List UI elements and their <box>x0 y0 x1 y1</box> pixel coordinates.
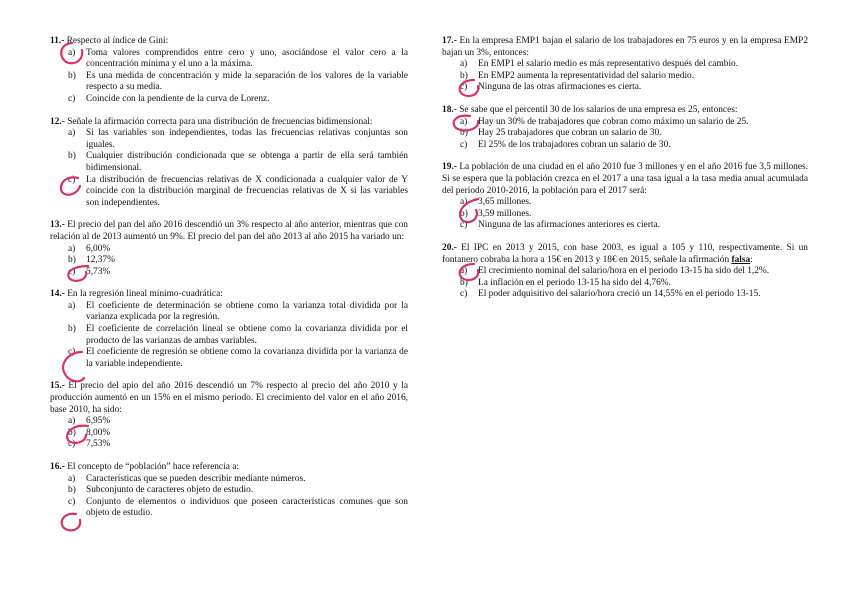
emphasis-word: falsa <box>731 254 751 265</box>
question-text: El precio del apio del año 2016 descendió un 7% respecto al precio del año 2010 y la producción aumentó en un 15% en el mismo periodo. El crecimiento del valor en el año 2016, base 2010, ha sido: <box>50 381 409 415</box>
option-a[interactable] <box>442 117 808 129</box>
question-stem <box>442 243 808 266</box>
question-text: El concepto de “población” hace referencia a: <box>67 462 239 472</box>
option-text: El 25% de los trabajadores cobran un salario de 30. <box>478 139 671 150</box>
option-text: 3,59 millones. <box>478 208 532 219</box>
option-b[interactable] <box>442 128 808 140</box>
option-list <box>50 244 408 279</box>
option-text: La inflación en el periodo 13-15 ha sido del 4,76%. <box>478 277 671 288</box>
option-letter: a) <box>68 473 76 484</box>
option-letter: c) <box>68 266 76 277</box>
option-c[interactable] <box>50 94 408 106</box>
option-c[interactable] <box>442 82 808 94</box>
option-text: Subconjunto de caracteres objeto de estudio. <box>86 485 254 496</box>
question-text: En la empresa EMP1 bajan el salario de los trabajadores en 75 euros y en la empresa EMP2 bajan un 3%, entonces: <box>442 36 809 58</box>
option-a[interactable] <box>50 244 408 256</box>
option-b[interactable] <box>442 71 808 83</box>
question-number: 17.- <box>442 36 457 46</box>
option-text: El coeficiente de determinación se obtiene como la varianza total dividida por la varianza explicada por la regresión. <box>86 300 408 323</box>
option-a[interactable] <box>50 416 408 428</box>
option-a[interactable] <box>442 197 808 209</box>
option-text: Es una medida de concentración y mide la separación de los valores de la variable respecto a su media. <box>86 70 408 93</box>
option-letter: c) <box>68 439 76 450</box>
option-letter: c) <box>68 347 76 358</box>
question-text: El IPC en 2013 y 2015, con base 2003, es igual a 105 y 110, respectivamente. Si un fontanero cobraba la hora a 15€ en 2013 y 18€ en 2015, señale la afirmación <box>442 242 808 265</box>
option-letter: c) <box>460 82 468 93</box>
option-c[interactable] <box>442 220 808 232</box>
option-c[interactable] <box>50 175 408 210</box>
option-letter: a) <box>68 47 76 58</box>
option-text: Si las variables son independientes, todas las frecuencias relativas conjuntas son iguales. <box>86 128 408 150</box>
question-13 <box>50 220 408 278</box>
option-a[interactable] <box>442 266 808 278</box>
option-list <box>442 117 808 152</box>
question-12 <box>50 117 408 210</box>
question-stem <box>50 462 408 474</box>
question-16 <box>50 462 408 520</box>
option-letter: c) <box>460 220 468 231</box>
option-letter: b) <box>460 208 468 219</box>
question-text-end: : <box>750 254 753 265</box>
question-20 <box>442 243 808 301</box>
option-letter: a) <box>68 128 76 139</box>
option-letter: c) <box>460 139 468 150</box>
option-list <box>442 266 808 301</box>
option-text: La distribución de frecuencias relativas de X condicionada a cualquier valor de Y coincide con la distribución marginal de frecuencias relativas de X si las variables son independientes. <box>86 174 408 208</box>
option-c[interactable] <box>50 347 408 370</box>
option-c[interactable] <box>50 267 408 279</box>
option-letter: a) <box>68 243 76 254</box>
question-19 <box>442 162 808 232</box>
option-a[interactable] <box>442 59 808 71</box>
option-list <box>50 474 408 520</box>
option-letter: b) <box>460 128 468 139</box>
question-15 <box>50 381 408 451</box>
option-text: 3,65 millones. <box>478 197 532 208</box>
option-letter: b) <box>460 70 468 81</box>
option-letter: a) <box>460 116 468 127</box>
question-text: El precio del pan del año 2016 descendió un 3% respecto al año anterior, mientras que con relación al de 2013 aumentó un 9%. El precio del pan del año 2013 al año 2015 ha variado un: <box>50 220 408 242</box>
question-11 <box>50 36 408 106</box>
question-text: La población de una ciudad en el año 2010 fue 3 millones y en el año 2016 fue 3,5 millones. Si se espera que la población crezca en el 2017 a una tasa igual a la tasa media anual acumulada del periodo 2010-2016, la población para el 2017 será: <box>442 162 809 196</box>
option-b[interactable] <box>442 209 808 221</box>
option-text: Toma valores comprendidos entre cero y uno, asociándose el valor cero a la concentración mínima y el uno a la máxima. <box>86 47 408 70</box>
option-text: El coeficiente de regresión se obtiene como la covarianza dividida por la varianza de la variable independiente. <box>86 347 408 369</box>
option-text: El coeficiente de correlación lineal se obtiene como la covarianza dividida por el producto de las varianzas de ambas variables. <box>86 324 408 346</box>
option-list <box>50 128 408 209</box>
option-list <box>50 48 408 106</box>
question-text: En la regresión lineal mínimo-cuadrática: <box>67 289 223 300</box>
option-letter: c) <box>68 496 76 507</box>
option-text: En EMP2 aumenta la representatividad del salario medio. <box>478 70 695 81</box>
option-b[interactable] <box>50 324 408 347</box>
question-text: Respecto al índice de Gini: <box>66 36 169 46</box>
option-text: 5,73% <box>86 266 111 277</box>
option-text: Coincide con la pendiente de la curva de Lorenz. <box>86 93 270 104</box>
option-text: Cualquier distribución condicionada que se obtenga a partir de ella será también bidimensional. <box>86 151 408 173</box>
option-b[interactable] <box>50 151 408 174</box>
option-letter: b) <box>68 151 76 162</box>
question-stem <box>442 36 808 59</box>
option-letter: c) <box>68 93 76 104</box>
option-letter: c) <box>460 289 468 300</box>
option-letter: a) <box>460 59 468 70</box>
option-text: Ninguna de las otras afirmaciones es cierta. <box>478 82 642 93</box>
option-text: 8,00% <box>86 427 111 438</box>
option-list <box>50 416 408 451</box>
question-stem <box>50 381 408 416</box>
option-c[interactable] <box>442 289 808 301</box>
option-a[interactable] <box>50 48 408 71</box>
question-stem <box>50 117 408 129</box>
question-number: 18.- <box>442 104 457 115</box>
option-text: Conjunto de elementos o individuos que poseen características comunes que son objeto de estudio. <box>86 496 408 519</box>
question-stem <box>442 162 808 197</box>
question-stem <box>50 220 408 243</box>
option-letter: b) <box>460 277 468 288</box>
option-text: Características que se pueden describir mediante números. <box>86 473 306 484</box>
option-b[interactable] <box>50 255 408 267</box>
option-letter: a) <box>68 300 76 311</box>
option-letter: a) <box>460 197 468 208</box>
option-text: 6,00% <box>86 243 111 254</box>
option-letter: a) <box>68 416 76 427</box>
question-18 <box>442 105 808 151</box>
question-14 <box>50 289 408 370</box>
option-text: En EMP1 el salario medio es más representativo después del cambio. <box>478 59 739 70</box>
option-c[interactable] <box>50 497 408 520</box>
option-text: El crecimiento nominal del salario/hora en el periodo 13-15 ha sido del 1,2%. <box>478 266 770 277</box>
option-a[interactable] <box>50 128 408 151</box>
option-c[interactable] <box>442 140 808 152</box>
option-b[interactable] <box>50 485 408 497</box>
right-column <box>442 36 808 312</box>
option-a[interactable] <box>50 301 408 324</box>
question-number: 14.- <box>50 289 65 300</box>
question-stem <box>50 36 408 48</box>
question-17 <box>442 36 808 94</box>
option-letter: b) <box>68 427 76 438</box>
option-text: El poder adquisitivo del salario/hora creció un 14,55% en el periodo 13-15. <box>478 289 761 300</box>
option-b[interactable] <box>442 278 808 290</box>
question-text: Señale la afirmación correcta para una distribución de frecuencias bidimensional: <box>67 116 373 127</box>
option-text: Hay 25 trabajadores que cobran un salario de 30. <box>478 128 662 139</box>
option-text: 7,53% <box>86 439 111 450</box>
option-letter: a) <box>460 266 468 277</box>
option-list <box>442 59 808 94</box>
question-number: 20.- <box>442 242 457 253</box>
question-number: 11.- <box>50 36 65 46</box>
left-column <box>50 36 408 531</box>
option-letter: b) <box>68 324 76 335</box>
option-letter: b) <box>68 485 76 496</box>
option-text: 12,37% <box>86 255 115 266</box>
question-stem <box>442 105 808 117</box>
question-number: 19.- <box>442 162 457 173</box>
option-text: Ninguna de las afirmaciones anteriores es cierta. <box>478 220 660 231</box>
option-letter: c) <box>68 174 76 185</box>
option-c[interactable] <box>50 439 408 451</box>
question-number: 13.- <box>50 220 65 231</box>
question-stem <box>50 289 408 301</box>
option-b[interactable] <box>50 71 408 94</box>
option-letter: b) <box>68 255 76 266</box>
question-text: Se sabe que el percentil 30 de los salarios de una empresa es 25, entonces: <box>459 104 738 115</box>
question-number: 15.- <box>50 381 65 392</box>
option-text: 6,95% <box>86 416 111 427</box>
option-list <box>50 301 408 371</box>
option-text: Hay un 30% de trabajadores que cobran como máximo un salario de 25. <box>478 116 749 127</box>
question-number: 16.- <box>50 462 65 472</box>
option-list <box>442 197 808 232</box>
option-b[interactable] <box>50 428 408 440</box>
option-letter: b) <box>68 70 76 81</box>
option-a[interactable] <box>50 474 408 486</box>
question-number: 12.- <box>50 116 65 127</box>
